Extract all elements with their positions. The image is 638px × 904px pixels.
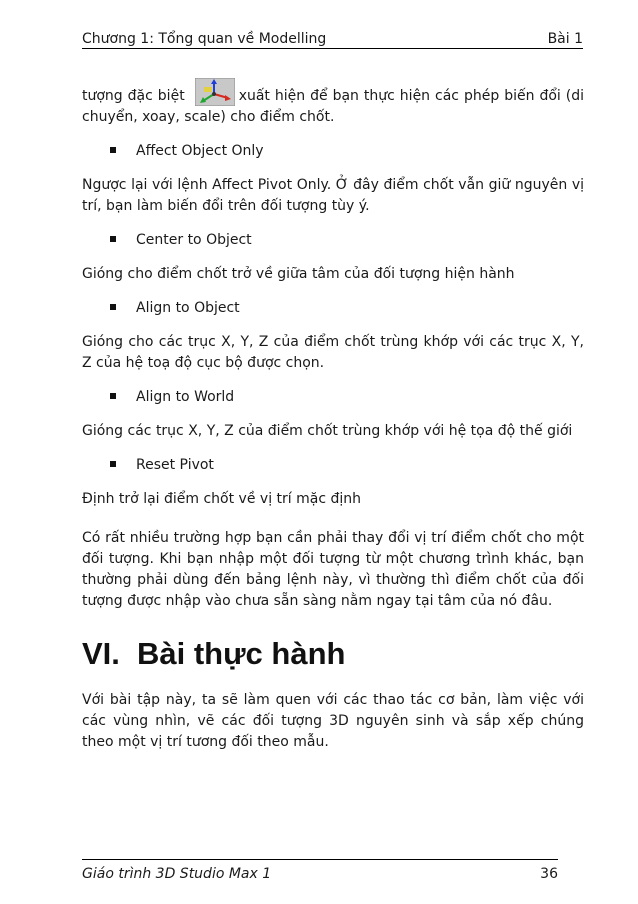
description-affect-object-only: Ngược lại với lệnh Affect Pivot Only. Ở đây điểm chốt vẫn giữ nguyên vị trí, bạn làm biến đổi trên đối tượng tùy ý. <box>82 177 584 214</box>
intro-text-after: xuất hiện để bạn thực hiện các phép biến đổi (di chuyển, xoay, scale) cho điểm chốt. <box>82 88 584 125</box>
description-align-to-object: Gióng cho các trục X, Y, Z của điểm chốt trùng khớp với các trục X, Y, Z của hệ toạ độ cục bộ được chọn. <box>82 334 584 371</box>
intro-text-before: tượng đặc biệt <box>82 88 185 104</box>
page-footer <box>82 859 558 883</box>
closing-paragraph: Có rất nhiều trường hợp bạn cần phải thay đổi vị trí điểm chốt cho một đối tượng. Khi bạn nhập một đối tượng từ một chương trình khác, bạn thường phải dùng đến bảng lệnh này, vì thường thì điểm chốt của đối tượng được nhập vào chưa sẵn sàng nằm ngay tại tâm của nó đâu. <box>82 530 584 609</box>
list-item-center-to-object <box>82 230 584 251</box>
lesson-label: Bài 1 <box>547 31 583 47</box>
list-item-affect-object-only <box>82 141 584 162</box>
list-item-label: Affect Object Only <box>136 143 264 159</box>
page-content <box>82 78 584 753</box>
book-title: Giáo trình 3D Studio Max 1 <box>82 866 272 882</box>
description-reset-pivot: Định trở lại điểm chốt về vị trí mặc định <box>82 491 362 507</box>
section-number: VI. <box>82 636 120 671</box>
list-item-label: Align to World <box>136 389 235 405</box>
list-item-align-to-object <box>82 298 584 319</box>
section-heading <box>82 634 584 674</box>
section-paragraph: Với bài tập này, ta sẽ làm quen với các thao tác cơ bản, làm việc với các vùng nhìn, vẽ các đối tượng 3D nguyên sinh và sắp xếp chúng theo một vị trí tương đối theo mẫu. <box>82 692 584 750</box>
description-align-to-world: Gióng các trục X, Y, Z của điểm chốt trùng khớp với hệ tọa độ thế giới <box>82 423 573 439</box>
list-item-label: Align to Object <box>136 300 240 316</box>
pivot-axis-icon <box>195 78 235 106</box>
description-center-to-object: Gióng cho điểm chốt trở về giữa tâm của đối tượng hiện hành <box>82 266 515 282</box>
page-number: 36 <box>540 866 558 882</box>
list-item-align-to-world <box>82 387 584 408</box>
page-header <box>82 28 583 49</box>
list-item-label: Reset Pivot <box>136 457 214 473</box>
intro-paragraph <box>82 78 584 128</box>
list-item-reset-pivot <box>82 455 584 476</box>
chapter-title: Chương 1: Tổng quan về Modelling <box>82 31 327 47</box>
section-title: Bài thực hành <box>137 636 346 671</box>
list-item-label: Center to Object <box>136 232 252 248</box>
